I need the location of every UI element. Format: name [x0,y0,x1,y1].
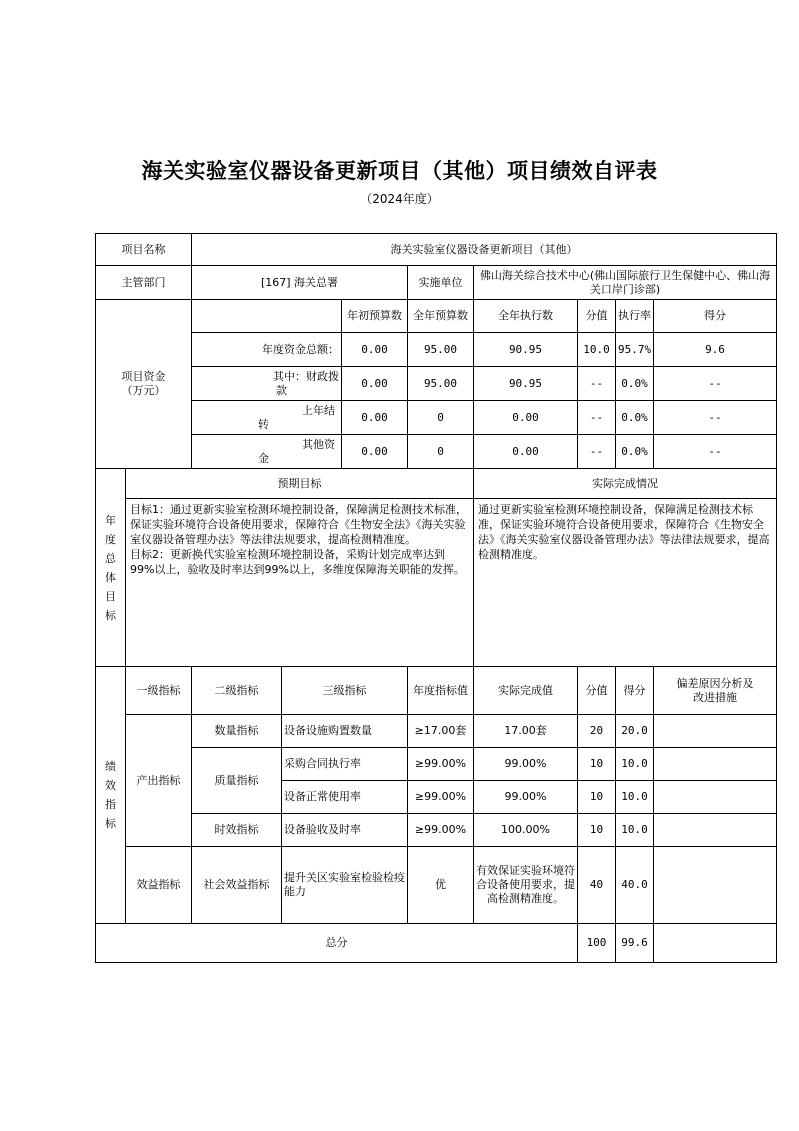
indicator-deviation [654,781,777,814]
funds-total-score-value: 10.0 [578,333,616,367]
funds-fiscal-executed: 90.95 [474,367,578,401]
indicators-header-score-value: 分值 [578,667,616,715]
project-name-row [96,234,777,266]
total-deviation [654,924,777,963]
project-name-label: 项目名称 [96,234,192,266]
indicator-target: ≥17.00套 [408,715,474,748]
funds-header-initial: 年初预算数 [342,300,408,333]
funds-other-score-value: -- [578,435,616,469]
funds-header-blank [192,300,342,333]
funds-total-label: 年度资金总额： [192,333,342,367]
funds-other-full-year: 0 [408,435,474,469]
indicator-level3: 设备设施购置数量 [282,715,408,748]
funds-fiscal-score: -- [654,367,777,401]
total-label: 总分 [96,924,578,963]
funds-fiscal-rate: 0.0% [616,367,654,401]
indicator-score-value: 10 [578,781,616,814]
indicator-target: ≥99.00% [408,814,474,847]
funds-total-rate: 95.7% [616,333,654,367]
goals-expected-header: 预期目标 [126,469,474,499]
output-indicator-label: 产出指标 [126,715,192,847]
indicator-score-value: 10 [578,814,616,847]
funds-fiscal-score-value: -- [578,367,616,401]
indicator-actual: 100.00% [474,814,578,847]
indicator-score: 40.0 [616,847,654,924]
indicator-deviation [654,847,777,924]
funds-carryover-row [96,401,777,435]
page-title: 海关实验室仪器设备更新项目（其他）项目绩效自评表 [141,159,658,183]
funds-header-executed: 全年执行数 [474,300,578,333]
goals-actual-text: 通过更新实验室检测环境控制设备，保障满足检测技术标准，保证实验环境符合设备使用要求，保障符合《生物安全法》《海关实验室仪器设备管理办法》等法律法规要求，提高检测精准度。 [474,499,777,667]
indicator-row [96,748,777,781]
indicator-score: 20.0 [616,715,654,748]
indicator-actual: 99.00% [474,748,578,781]
goals-body-row [96,499,777,667]
total-score-value: 100 [578,924,616,963]
funds-other-label-a: 其他资 [302,437,335,451]
funds-other-label [192,435,342,469]
funds-fiscal-initial: 0.00 [342,367,408,401]
funds-carryover-score-value: -- [578,401,616,435]
funds-other-rate: 0.0% [616,435,654,469]
indicator-target: 优 [408,847,474,924]
funds-carryover-score: -- [654,401,777,435]
indicators-header-row [96,667,777,715]
indicators-header-score: 得分 [616,667,654,715]
indicator-score-value: 20 [578,715,616,748]
indicator-row [96,847,777,924]
funds-total-executed: 90.95 [474,333,578,367]
indicators-header-deviation: 偏差原因分析及 改进措施 [654,667,777,715]
funds-other-initial: 0.00 [342,435,408,469]
indicator-score-value: 40 [578,847,616,924]
funds-total-full-year: 95.00 [408,333,474,367]
goals-header-row [96,469,777,499]
funds-carryover-executed: 0.00 [474,401,578,435]
indicator-actual: 有效保证实验环境符合设备使用要求，提高检测精准度。 [474,847,578,924]
indicator-score: 10.0 [616,748,654,781]
evaluation-table [95,233,777,963]
indicators-header-actual: 实际完成值 [474,667,578,715]
benefit-indicator-label: 效益指标 [126,847,192,924]
funds-header-row [96,300,777,333]
indicators-header-level2: 二级指标 [192,667,282,715]
funds-other-score: -- [654,435,777,469]
department-value: [167] 海关总署 [192,266,408,300]
indicator-level3: 采购合同执行率 [282,748,408,781]
indicator-actual: 99.00% [474,781,578,814]
funds-label: 项目资金 （万元） [96,300,192,469]
funds-total-initial: 0.00 [342,333,408,367]
funds-carryover-label-b: 转 [258,417,269,431]
funds-fiscal-label-b: 款 [276,383,287,397]
indicator-level3: 设备验收及时率 [282,814,408,847]
indicator-row [96,715,777,748]
goals-label-text: 年度总体目标 [105,513,116,622]
implementing-unit-value: 佛山海关综合技术中心(佛山国际旅行卫生保健中心、佛山海关口岸门诊部) [474,266,777,300]
implementing-unit-label: 实施单位 [408,266,474,300]
funds-carryover-label-a: 上年结 [302,403,335,417]
indicator-deviation [654,814,777,847]
funds-fiscal-label [192,367,342,401]
indicators-header-target: 年度指标值 [408,667,474,715]
funds-total-score: 9.6 [654,333,777,367]
funds-header-score-value: 分值 [578,300,616,333]
funds-carryover-initial: 0.00 [342,401,408,435]
indicator-level3: 设备正常使用率 [282,781,408,814]
funds-carryover-label [192,401,342,435]
funds-header-rate: 执行率 [616,300,654,333]
indicators-header-level3: 三级指标 [282,667,408,715]
funds-carryover-rate: 0.0% [616,401,654,435]
indicator-score-value: 10 [578,748,616,781]
funds-total-row [96,333,777,367]
indicator-target: ≥99.00% [408,781,474,814]
total-row [96,924,777,963]
funds-fiscal-label-a: 其中：财政拨 [273,369,339,383]
department-label: 主管部门 [96,266,192,300]
quality-indicator-label: 质量指标 [192,748,282,814]
indicator-row [96,814,777,847]
quantity-indicator-label: 数量指标 [192,715,282,748]
department-row [96,266,777,300]
social-benefit-indicator-label: 社会效益指标 [192,847,282,924]
timeliness-indicator-label: 时效指标 [192,814,282,847]
indicator-actual: 17.00套 [474,715,578,748]
goals-label [96,469,126,667]
indicator-deviation [654,748,777,781]
funds-fiscal-row [96,367,777,401]
indicators-label-text: 绩效指标 [105,760,116,830]
indicator-level3: 提升关区实验室检验检疫能力 [282,847,408,924]
funds-fiscal-full-year: 95.00 [408,367,474,401]
goals-actual-header: 实际完成情况 [474,469,777,499]
project-name-value: 海关实验室仪器设备更新项目（其他） [192,234,777,266]
indicators-label [96,667,126,924]
total-score: 99.6 [616,924,654,963]
funds-other-label-b: 金 [258,451,269,465]
page-subtitle: （2024年度） [360,192,439,206]
indicator-target: ≥99.00% [408,748,474,781]
indicator-deviation [654,715,777,748]
funds-other-executed: 0.00 [474,435,578,469]
funds-header-full-year: 全年预算数 [408,300,474,333]
indicator-score: 10.0 [616,814,654,847]
goals-expected-text: 目标1：通过更新实验室检测环境控制设备，保障满足检测技术标准，保证实验环境符合设备使用要求，保障符合《生物安全法》《海关实验室仪器设备管理办法》等法律法规要求，提高检测精准度。 目标2：更新换代实验室检测环境控制设备，采购计划完成率达到99%以上，验收及时率达到99%以上，多维度保障海关职能的发挥。 [126,499,474,667]
funds-carryover-full-year: 0 [408,401,474,435]
indicator-score: 10.0 [616,781,654,814]
funds-header-score: 得分 [654,300,777,333]
indicators-header-level1: 一级指标 [126,667,192,715]
funds-other-row [96,435,777,469]
